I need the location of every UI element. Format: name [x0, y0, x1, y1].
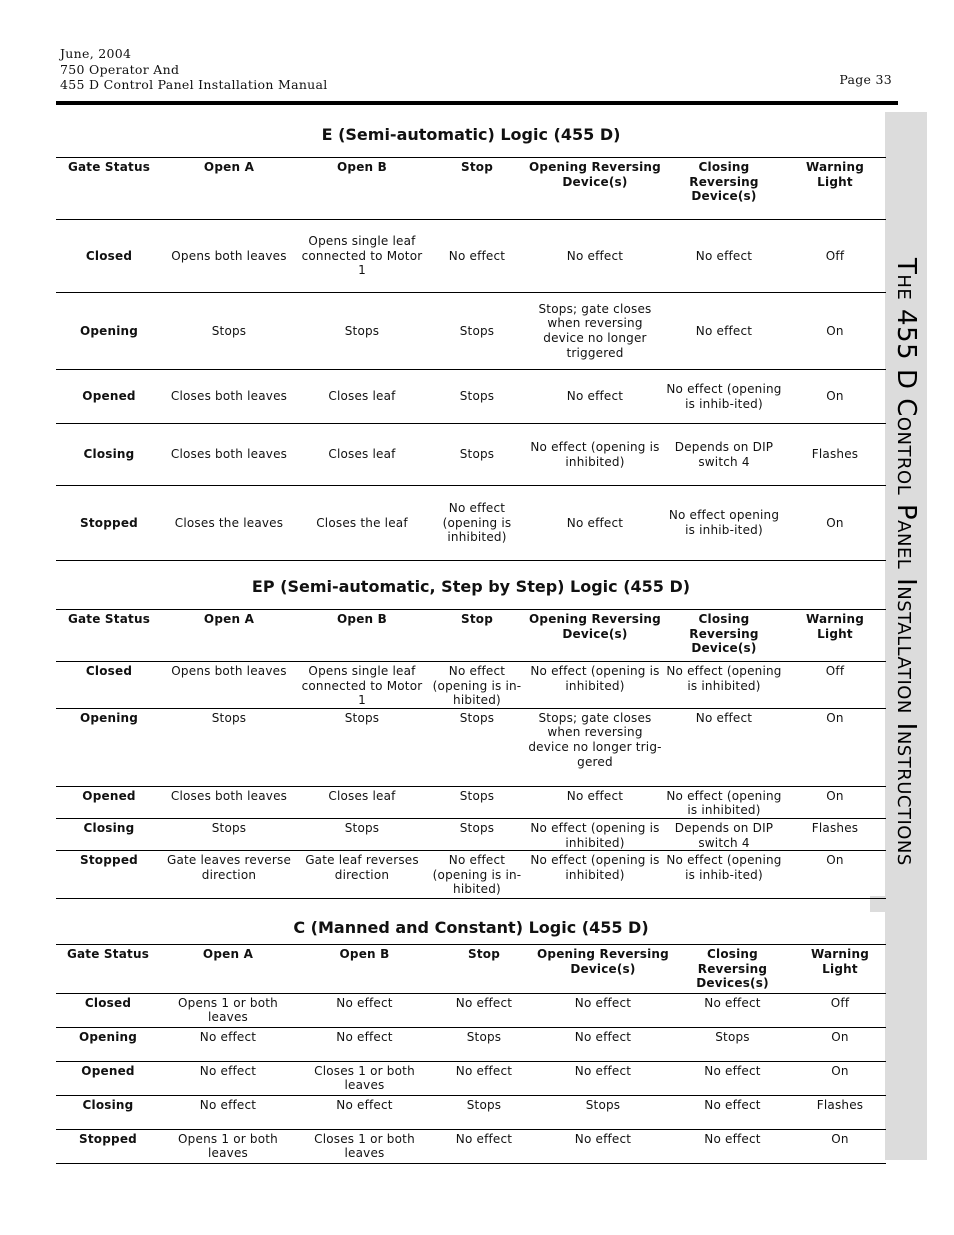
table-cell: Opened	[56, 370, 162, 424]
table-row	[56, 1129, 886, 1163]
table-cell: No effect	[296, 1095, 433, 1129]
table-cell: On	[794, 1129, 886, 1163]
table-cell: Opening	[56, 293, 162, 370]
table-cell: No effect (opening is inhibited)	[526, 851, 664, 899]
table-cell: No effect	[296, 1027, 433, 1061]
table-row	[56, 220, 886, 293]
table-cell: On	[794, 1061, 886, 1095]
column-header: Opening Reversing Device(s)	[526, 158, 664, 220]
table-cell: Closing	[56, 424, 162, 486]
table-cell: Closing	[56, 1095, 160, 1129]
table-cell: On	[784, 708, 886, 786]
table-cell: Depends on DIP switch 4	[664, 818, 784, 850]
table-row	[56, 486, 886, 561]
column-header: Open A	[162, 158, 296, 220]
table-cell: No effect	[671, 1129, 794, 1163]
table-cell: Closed	[56, 993, 160, 1027]
table-cell: No effect (opening is inhibited)	[526, 662, 664, 709]
table-row	[56, 786, 886, 818]
table-cell: No effect (opening is inhibited)	[428, 486, 526, 561]
table-cell: No effect	[526, 786, 664, 818]
column-header: Open B	[296, 945, 433, 994]
table-cell: Stops	[296, 293, 428, 370]
table-cell: Stops; gate closes when reversing device no longer triggered	[526, 293, 664, 370]
header-rule	[56, 101, 898, 105]
column-header: Open B	[296, 158, 428, 220]
table-cell: Off	[784, 220, 886, 293]
header-line-3: 455 D Control Panel Installation Manual	[60, 77, 328, 92]
table-cell: Opens both leaves	[162, 662, 296, 709]
table-cell: Closes 1 or both leaves	[296, 1129, 433, 1163]
table-cell: No effect (opening is inhibited)	[526, 424, 664, 486]
table-cell: Depends on DIP switch 4	[664, 424, 784, 486]
table-cell: No effect	[433, 993, 535, 1027]
page-number: Page 33	[839, 72, 892, 87]
logic-table	[56, 157, 886, 561]
table-cell: No effect	[535, 1061, 671, 1095]
table-cell: Stops	[162, 708, 296, 786]
table-cell: Flashes	[784, 818, 886, 850]
table-cell: No effect	[296, 993, 433, 1027]
table-cell: Opened	[56, 786, 162, 818]
table-cell: Opens single leaf connected to Motor 1	[296, 662, 428, 709]
table-row	[56, 1061, 886, 1095]
table-cell: No effect	[664, 293, 784, 370]
column-header: Opening Reversing Device(s)	[535, 945, 671, 994]
table-cell: Stops	[162, 818, 296, 850]
table-cell: Opened	[56, 1061, 160, 1095]
table-row	[56, 818, 886, 850]
table-cell: No effect	[526, 370, 664, 424]
table-cell: No effect (opening is inhibited)	[664, 662, 784, 709]
table-section-e-logic	[56, 125, 886, 561]
column-header: Stop	[433, 945, 535, 994]
table-cell: No effect opening is inhib-ited)	[664, 486, 784, 561]
column-header: Open A	[162, 610, 296, 662]
table-cell: Stops	[671, 1027, 794, 1061]
table-cell: No effect (opening is inhibited)	[664, 786, 784, 818]
column-header: Gate Status	[56, 158, 162, 220]
table-title: EP (Semi-automatic, Step by Step) Logic (455 D)	[251, 577, 691, 596]
column-header: Stop	[428, 158, 526, 220]
table-cell: Flashes	[784, 424, 886, 486]
table-cell: No effect	[671, 993, 794, 1027]
table-cell: No effect	[535, 993, 671, 1027]
table-cell: No effect	[664, 708, 784, 786]
table-cell: No effect (opening is in-hibited)	[428, 662, 526, 709]
table-cell: Stops	[296, 818, 428, 850]
table-cell: No effect	[671, 1095, 794, 1129]
table-cell: Closing	[56, 818, 162, 850]
table-cell: Opens 1 or both leaves	[160, 1129, 296, 1163]
table-cell: On	[784, 370, 886, 424]
table-cell: Closed	[56, 662, 162, 709]
table-cell: Stops	[535, 1095, 671, 1129]
table-section-c-logic	[56, 918, 886, 1164]
table-cell: Stops	[162, 293, 296, 370]
table-cell: No effect	[428, 220, 526, 293]
table-cell: Stops	[433, 1095, 535, 1129]
table-cell: On	[784, 851, 886, 899]
table-cell: No effect	[433, 1061, 535, 1095]
column-header: Opening Reversing Device(s)	[526, 610, 664, 662]
table-cell: Closes the leaves	[162, 486, 296, 561]
column-header: Closing Reversing Device(s)	[664, 610, 784, 662]
table-header-row	[56, 610, 886, 662]
table-section-ep-logic	[56, 577, 886, 899]
table-cell: Opens 1 or both leaves	[160, 993, 296, 1027]
table-cell: Closes leaf	[296, 786, 428, 818]
table-cell: Closes leaf	[296, 424, 428, 486]
table-cell: Opens single leaf connected to Motor 1	[296, 220, 428, 293]
table-cell: No effect	[433, 1129, 535, 1163]
table-cell: Gate leaves reverse direction	[162, 851, 296, 899]
table-row	[56, 370, 886, 424]
table-cell: No effect	[526, 220, 664, 293]
table-cell: Closes leaf	[296, 370, 428, 424]
table-title: C (Manned and Constant) Logic (455 D)	[293, 918, 649, 937]
table-cell: On	[794, 1027, 886, 1061]
table-cell: Opening	[56, 708, 162, 786]
table-cell: Closes both leaves	[162, 424, 296, 486]
column-header: Warning Light	[784, 158, 886, 220]
column-header: Gate Status	[56, 945, 160, 994]
table-row	[56, 851, 886, 899]
table-row	[56, 293, 886, 370]
table-cell: Stops	[428, 424, 526, 486]
table-cell: No effect	[160, 1095, 296, 1129]
column-header: Closing Reversing Device(s)	[664, 158, 784, 220]
column-header: Closing Reversing Devices(s)	[671, 945, 794, 994]
header-line-2: 750 Operator And	[60, 61, 180, 77]
table-cell: Opening	[56, 1027, 160, 1061]
table-row	[56, 1027, 886, 1061]
table-cell: On	[784, 786, 886, 818]
table-cell: No effect	[535, 1027, 671, 1061]
column-header: Open A	[160, 945, 296, 994]
table-cell: Stops	[428, 786, 526, 818]
table-cell: Stops	[433, 1027, 535, 1061]
table-cell: No effect	[160, 1061, 296, 1095]
logic-table	[56, 609, 886, 899]
page-header	[60, 46, 328, 93]
column-header: Gate Status	[56, 610, 162, 662]
table-cell: No effect (opening is in-hibited)	[428, 851, 526, 899]
column-header: Warning Light	[794, 945, 886, 994]
table-cell: No effect	[160, 1027, 296, 1061]
table-row	[56, 662, 886, 709]
table-cell: No effect (opening is inhibited)	[526, 818, 664, 850]
table-cell: Stops	[428, 293, 526, 370]
table-cell: Closes the leaf	[296, 486, 428, 561]
table-cell: No effect	[535, 1129, 671, 1163]
table-cell: On	[784, 293, 886, 370]
table-title: E (Semi-automatic) Logic (455 D)	[321, 125, 621, 144]
table-cell: No effect (opening is inhib-ited)	[664, 370, 784, 424]
table-header-row	[56, 945, 886, 994]
table-cell: Closes 1 or both leaves	[296, 1061, 433, 1095]
table-cell: Opens both leaves	[162, 220, 296, 293]
table-cell: Stops; gate closes when reversing device no longer trig-gered	[526, 708, 664, 786]
table-cell: Off	[784, 662, 886, 709]
table-cell: Flashes	[794, 1095, 886, 1129]
table-cell: Closes both leaves	[162, 786, 296, 818]
table-cell: Stops	[296, 708, 428, 786]
table-cell: Closed	[56, 220, 162, 293]
table-cell: Stopped	[56, 486, 162, 561]
table-header-row	[56, 158, 886, 220]
table-cell: Stops	[428, 818, 526, 850]
table-row	[56, 993, 886, 1027]
table-cell: No effect (opening is inhib-ited)	[664, 851, 784, 899]
column-header: Stop	[428, 610, 526, 662]
table-cell: Gate leaf reverses direction	[296, 851, 428, 899]
table-cell: Closes both leaves	[162, 370, 296, 424]
logic-table	[56, 944, 886, 1164]
table-cell: No effect	[526, 486, 664, 561]
table-cell: Stopped	[56, 851, 162, 899]
table-row	[56, 708, 886, 786]
column-header: Open B	[296, 610, 428, 662]
header-date: June, 2004	[60, 46, 132, 61]
table-cell: No effect	[664, 220, 784, 293]
table-cell: Stopped	[56, 1129, 160, 1163]
table-row	[56, 424, 886, 486]
table-cell: On	[784, 486, 886, 561]
table-row	[56, 1095, 886, 1129]
table-cell: Off	[794, 993, 886, 1027]
column-header: Warning Light	[784, 610, 886, 662]
table-cell: Stops	[428, 708, 526, 786]
table-cell: Stops	[428, 370, 526, 424]
table-cell: No effect	[671, 1061, 794, 1095]
side-chapter-title: The 455 D Control Panel Installation Instructions	[891, 258, 921, 866]
